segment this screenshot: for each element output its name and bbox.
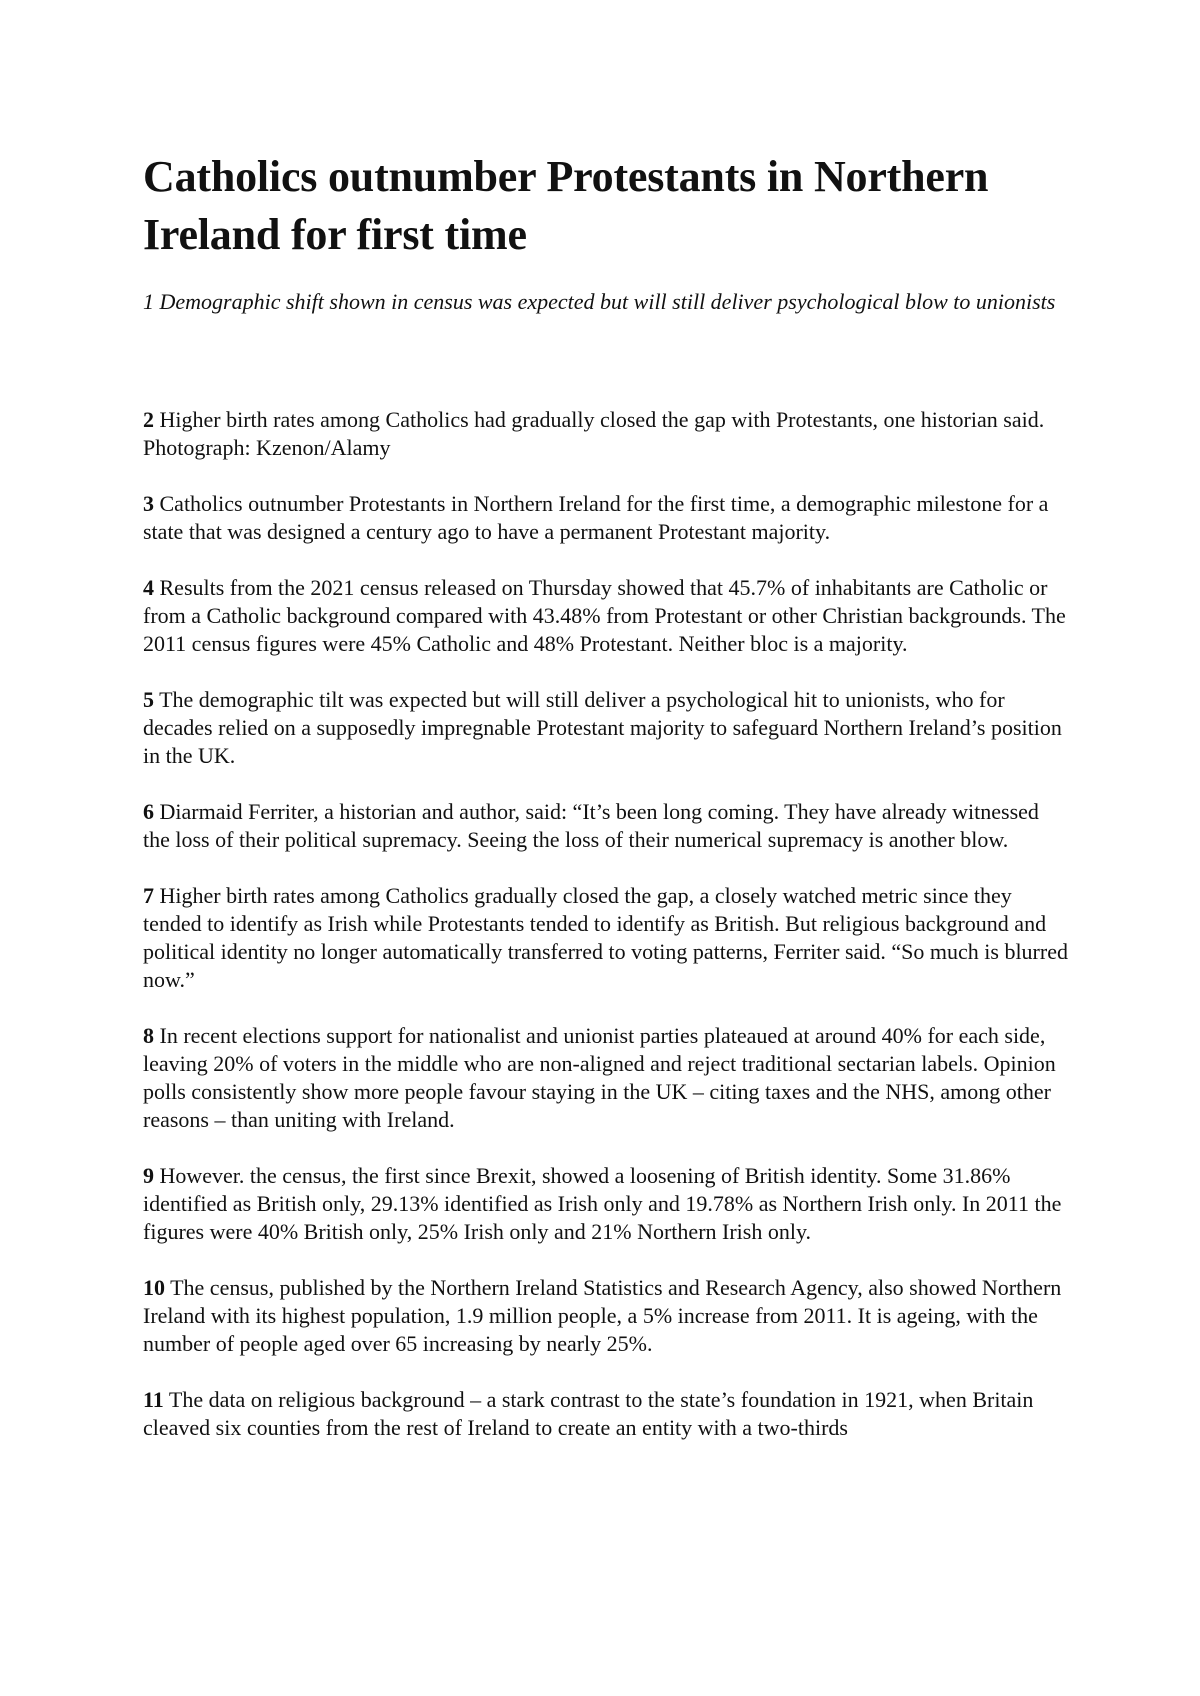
- paragraph-number: 4: [143, 575, 154, 600]
- paragraph-10: [143, 1274, 1068, 1358]
- paragraph-text: The demographic tilt was expected but will still deliver a psychological hit to unionists, who for decades relied on a supposedly impregnable Protestant majority to safeguard Northern Ireland’s position in the UK.: [143, 687, 1062, 768]
- paragraph-text: Diarmaid Ferriter, a historian and author, said: “It’s been long coming. They have already witnessed the loss of their political supremacy. Seeing the loss of their numerical supremacy is another blow.: [143, 799, 1039, 852]
- paragraph-9: [143, 1162, 1068, 1246]
- paragraph-text: However. the census, the first since Brexit, showed a loosening of British identity. Some 31.86% identified as British only, 29.13% identified as Irish only and 19.78% as Northern Irish only. In 2011 the figures were 40% British only, 25% Irish only and 21% Northern Irish only.: [143, 1163, 1062, 1244]
- paragraph-text: Higher birth rates among Catholics gradually closed the gap, a closely watched metric since they tended to identify as Irish while Protestants tended to identify as British. But religious background and political identity no longer automatically transferred to voting patterns, Ferriter said. “So much is blurred now.”: [143, 883, 1068, 992]
- paragraph-number: 9: [143, 1163, 154, 1188]
- document-page: [143, 148, 1068, 1470]
- paragraph-text: Results from the 2021 census released on Thursday showed that 45.7% of inhabitants are Catholic or from a Catholic background compared with 43.48% from Protestant or other Christian backgrounds. The 2011 census figures were 45% Catholic and 48% Protestant. Neither bloc is a majority.: [143, 575, 1066, 656]
- paragraph-number: 11: [143, 1387, 164, 1412]
- paragraph-number: 2: [143, 407, 154, 432]
- paragraph-text: Catholics outnumber Protestants in Northern Ireland for the first time, a demographic milestone for a state that was designed a century ago to have a permanent Protestant majority.: [143, 491, 1049, 544]
- paragraph-number: 5: [143, 687, 154, 712]
- paragraph-8: [143, 1022, 1068, 1134]
- paragraph-number: 6: [143, 799, 154, 824]
- paragraph-5: [143, 686, 1068, 770]
- paragraph-text: The data on religious background – a stark contrast to the state’s foundation in 1921, when Britain cleaved six counties from the rest of Ireland to create an entity with a two-thirds: [143, 1387, 1034, 1440]
- paragraph-3: [143, 490, 1068, 546]
- paragraph-11: [143, 1386, 1068, 1442]
- paragraph-6: [143, 798, 1068, 854]
- paragraph-number: 3: [143, 491, 154, 516]
- article-body: [143, 406, 1068, 1442]
- paragraph-2: [143, 406, 1068, 462]
- paragraph-text: Higher birth rates among Catholics had gradually closed the gap with Protestants, one historian said. Photograph: Kzenon/Alamy: [143, 407, 1045, 460]
- paragraph-number: 8: [143, 1023, 154, 1048]
- article-title: Catholics outnumber Protestants in Northern Ireland for first time: [143, 152, 989, 259]
- paragraph-4: [143, 574, 1068, 658]
- paragraph-number: 10: [143, 1275, 165, 1300]
- article-subtitle: 1 Demographic shift shown in census was expected but will still deliver psychological blow to unionists: [143, 289, 1056, 314]
- paragraph-text: In recent elections support for nationalist and unionist parties plateaued at around 40% for each side, leaving 20% of voters in the middle who are non-aligned and reject traditional sectarian labels. Opinion polls consistently show more people favour staying in the UK – citing taxes and the NHS, among other reasons – than uniting with Ireland.: [143, 1023, 1056, 1132]
- paragraph-number: 7: [143, 883, 154, 908]
- paragraph-7: [143, 882, 1068, 994]
- paragraph-text: The census, published by the Northern Ireland Statistics and Research Agency, also showed Northern Ireland with its highest population, 1.9 million people, a 5% increase from 2011. It is ageing, with the number of people aged over 65 increasing by nearly 25%.: [143, 1275, 1062, 1356]
